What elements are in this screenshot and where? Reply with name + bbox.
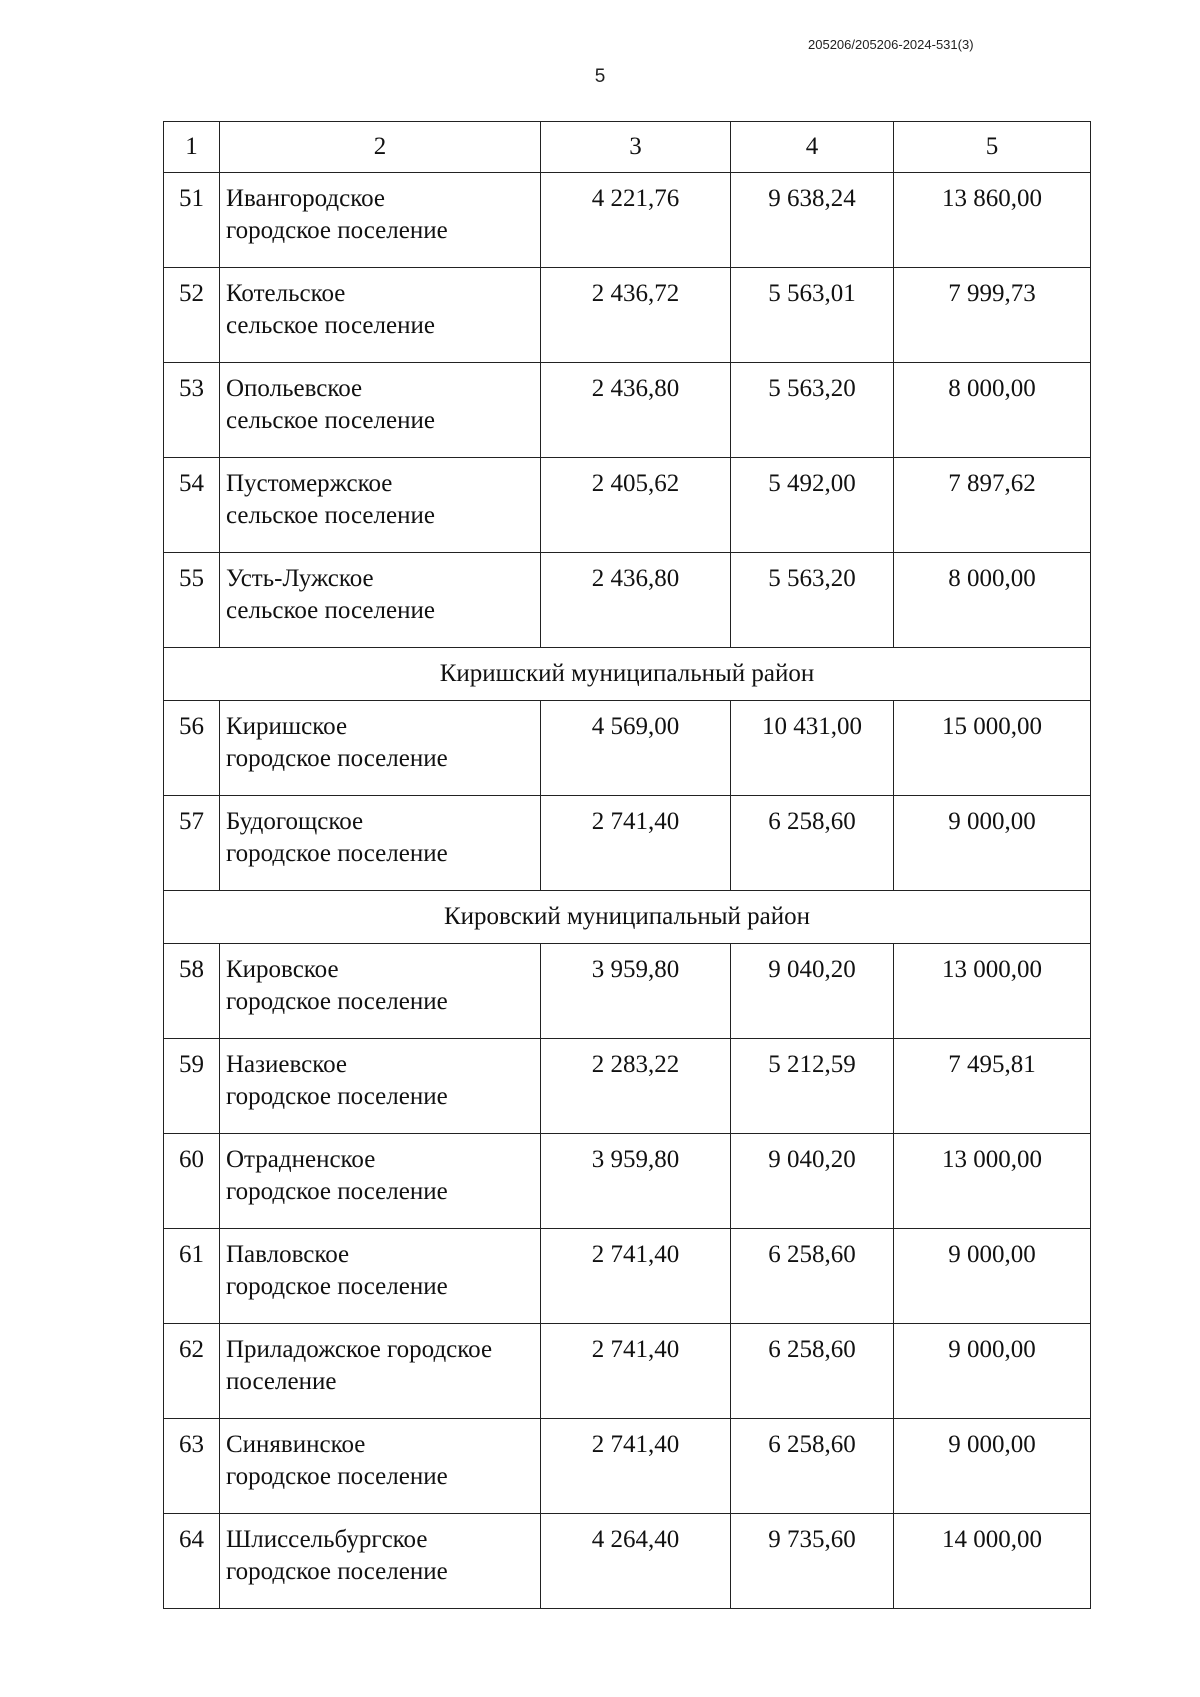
value-cell-c4: 9 638,24: [731, 173, 894, 268]
column-header: 2: [220, 122, 541, 173]
settlement-name-line: Приладожское городское: [226, 1336, 493, 1363]
settlement-name: [220, 553, 541, 648]
table-row: [164, 458, 1091, 553]
value-cell-c3: 2 405,62: [541, 458, 731, 553]
settlement-type-line: сельское поселение: [226, 597, 435, 624]
table-header-row: [164, 122, 1091, 173]
value-cell-c3: 2 741,40: [541, 1419, 731, 1514]
settlement-type-line: городское поселение: [226, 1083, 448, 1110]
settlement-name-line: Котельское: [226, 280, 346, 307]
value-cell-c5: 15 000,00: [894, 701, 1091, 796]
settlement-name: [220, 458, 541, 553]
value-cell-c4: 5 563,20: [731, 553, 894, 648]
value-cell-c5: 9 000,00: [894, 796, 1091, 891]
column-header: 5: [894, 122, 1091, 173]
settlement-type-line: поселение: [226, 1368, 337, 1395]
column-header: 4: [731, 122, 894, 173]
settlement-type-line: городское поселение: [226, 1178, 448, 1205]
page-number: 5: [594, 66, 606, 87]
value-cell-c5: 9 000,00: [894, 1229, 1091, 1324]
settlement-name: [220, 268, 541, 363]
table-row: [164, 363, 1091, 458]
settlement-type-line: городское поселение: [226, 1558, 448, 1585]
value-cell-c3: 2 741,40: [541, 1229, 731, 1324]
settlement-name: [220, 1134, 541, 1229]
settlement-type-line: сельское поселение: [226, 502, 435, 529]
row-number: 56: [164, 701, 220, 796]
settlement-type-line: городское поселение: [226, 840, 448, 867]
value-cell-c5: 7 897,62: [894, 458, 1091, 553]
value-cell-c4: 6 258,60: [731, 1324, 894, 1419]
table-row: [164, 1419, 1091, 1514]
row-number: 57: [164, 796, 220, 891]
section-row: [164, 648, 1091, 701]
value-cell-c4: 5 492,00: [731, 458, 894, 553]
value-cell-c3: 3 959,80: [541, 944, 731, 1039]
value-cell-c4: 6 258,60: [731, 796, 894, 891]
settlement-type-line: сельское поселение: [226, 407, 435, 434]
settlement-name: [220, 701, 541, 796]
settlement-type-line: городское поселение: [226, 1463, 448, 1490]
value-cell-c5: 13 000,00: [894, 1134, 1091, 1229]
table-row: [164, 268, 1091, 363]
value-cell-c3: 3 959,80: [541, 1134, 731, 1229]
row-number: 55: [164, 553, 220, 648]
value-cell-c5: 8 000,00: [894, 553, 1091, 648]
value-cell-c4: 9 040,20: [731, 1134, 894, 1229]
settlement-name-line: Синявинское: [226, 1431, 366, 1458]
allocation-table: [163, 121, 1091, 1609]
value-cell-c4: 5 563,20: [731, 363, 894, 458]
settlement-name-line: Шлиссельбургское: [226, 1526, 428, 1553]
table-row: [164, 173, 1091, 268]
settlement-name: [220, 796, 541, 891]
settlement-type-line: городское поселение: [226, 745, 448, 772]
settlement-name: [220, 1324, 541, 1419]
row-number: 53: [164, 363, 220, 458]
settlement-name-line: Назиевское: [226, 1051, 348, 1078]
row-number: 60: [164, 1134, 220, 1229]
settlement-type-line: городское поселение: [226, 1273, 448, 1300]
table-row: [164, 701, 1091, 796]
row-number: 63: [164, 1419, 220, 1514]
settlement-name-line: Кировское: [226, 956, 339, 983]
value-cell-c4: 9 735,60: [731, 1514, 894, 1609]
value-cell-c5: 14 000,00: [894, 1514, 1091, 1609]
value-cell-c3: 2 436,80: [541, 363, 731, 458]
row-number: 62: [164, 1324, 220, 1419]
document-id: 205206/205206-2024-531(3): [808, 37, 974, 52]
settlement-name: [220, 1039, 541, 1134]
row-number: 58: [164, 944, 220, 1039]
settlement-name-line: Опольевское: [226, 375, 363, 402]
value-cell-c3: 2 741,40: [541, 1324, 731, 1419]
value-cell-c3: 4 221,76: [541, 173, 731, 268]
row-number: 61: [164, 1229, 220, 1324]
value-cell-c4: 6 258,60: [731, 1229, 894, 1324]
settlement-type-line: городское поселение: [226, 988, 448, 1015]
table-row: [164, 1229, 1091, 1324]
section-title: Кировский муниципальный район: [164, 891, 1091, 944]
settlement-name-line: Будогощское: [226, 808, 364, 835]
settlement-name-line: Усть-Лужское: [226, 565, 374, 592]
value-cell-c3: 2 436,80: [541, 553, 731, 648]
settlement-name: [220, 173, 541, 268]
value-cell-c3: 2 283,22: [541, 1039, 731, 1134]
column-header: 3: [541, 122, 731, 173]
value-cell-c5: 9 000,00: [894, 1419, 1091, 1514]
table-row: [164, 1039, 1091, 1134]
row-number: 59: [164, 1039, 220, 1134]
value-cell-c5: 9 000,00: [894, 1324, 1091, 1419]
row-number: 64: [164, 1514, 220, 1609]
value-cell-c5: 7 495,81: [894, 1039, 1091, 1134]
value-cell-c4: 10 431,00: [731, 701, 894, 796]
value-cell-c4: 6 258,60: [731, 1419, 894, 1514]
section-row: [164, 891, 1091, 944]
settlement-name: [220, 1514, 541, 1609]
table-row: [164, 553, 1091, 648]
row-number: 54: [164, 458, 220, 553]
value-cell-c3: 2 741,40: [541, 796, 731, 891]
settlement-name-line: Ивангородское: [226, 185, 386, 212]
section-title: Киришский муниципальный район: [164, 648, 1091, 701]
value-cell-c4: 5 563,01: [731, 268, 894, 363]
table-row: [164, 1324, 1091, 1419]
settlement-name: [220, 944, 541, 1039]
settlement-name: [220, 363, 541, 458]
value-cell-c5: 8 000,00: [894, 363, 1091, 458]
settlement-name: [220, 1419, 541, 1514]
settlement-name-line: Пустомержское: [226, 470, 393, 497]
table-row: [164, 944, 1091, 1039]
settlement-name: [220, 1229, 541, 1324]
value-cell-c3: 2 436,72: [541, 268, 731, 363]
value-cell-c3: 4 569,00: [541, 701, 731, 796]
column-header: 1: [164, 122, 220, 173]
table-row: [164, 1134, 1091, 1229]
value-cell-c4: 5 212,59: [731, 1039, 894, 1134]
row-number: 51: [164, 173, 220, 268]
settlement-type-line: сельское поселение: [226, 312, 435, 339]
value-cell-c5: 13 860,00: [894, 173, 1091, 268]
value-cell-c5: 13 000,00: [894, 944, 1091, 1039]
value-cell-c5: 7 999,73: [894, 268, 1091, 363]
settlement-type-line: городское поселение: [226, 217, 448, 244]
table-row: [164, 796, 1091, 891]
row-number: 52: [164, 268, 220, 363]
value-cell-c4: 9 040,20: [731, 944, 894, 1039]
table-row: [164, 1514, 1091, 1609]
value-cell-c3: 4 264,40: [541, 1514, 731, 1609]
settlement-name-line: Отрадненское: [226, 1146, 376, 1173]
settlement-name-line: Киришское: [226, 713, 348, 740]
settlement-name-line: Павловское: [226, 1241, 350, 1268]
